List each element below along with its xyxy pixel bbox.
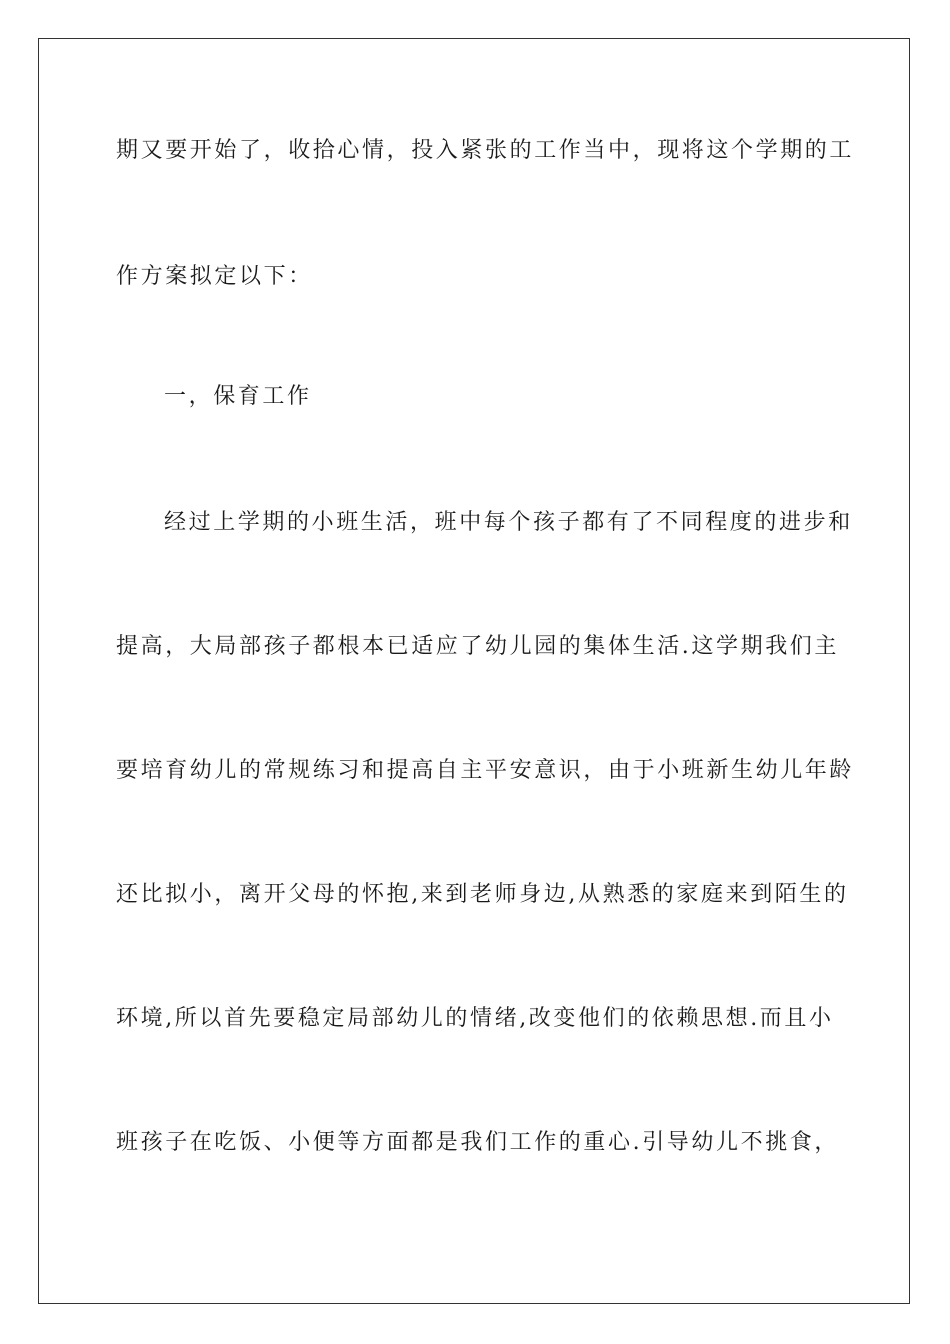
text-line-6: 要培育幼儿的常规练习和提高自主平安意识，由于小班新生幼儿年龄 xyxy=(116,758,855,783)
section-heading: 一，保育工作 xyxy=(164,384,312,409)
text-line-1: 期又要开始了，收拾心情，投入紧张的工作当中，现将这个学期的工 xyxy=(116,138,855,163)
text-line-8: 环境,所以首先要稳定局部幼儿的情绪,改变他们的依赖思想.而且小 xyxy=(116,1006,834,1031)
page-border xyxy=(38,38,910,1304)
text-line-9: 班孩子在吃饭、小便等方面都是我们工作的重心.引导幼儿不挑食， xyxy=(116,1130,839,1155)
text-line-4: 经过上学期的小班生活，班中每个孩子都有了不同程度的进步和 xyxy=(164,510,853,535)
text-line-5: 提高，大局部孩子都根本已适应了幼儿园的集体生活.这学期我们主 xyxy=(116,634,839,659)
text-line-2: 作方案拟定以下： xyxy=(116,264,313,289)
text-line-7: 还比拟小，离开父母的怀抱,来到老师身边,从熟悉的家庭来到陌生的 xyxy=(116,882,849,907)
